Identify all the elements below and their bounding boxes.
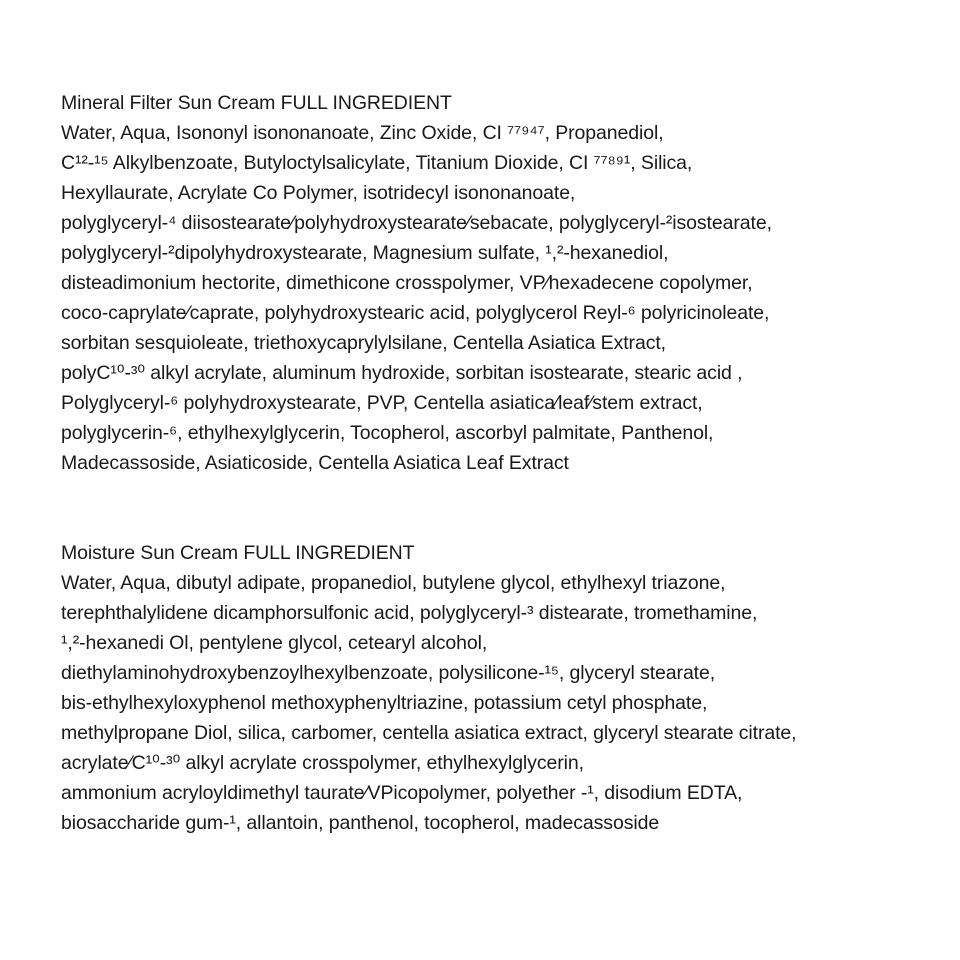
moisture-ingredients-section (61, 538, 941, 838)
mineral-ingredient-line: polyglyceryl-²dipolyhydroxystearate, Magnesium sulfate, ¹,²-hexanediol, (61, 242, 669, 264)
mineral-ingredient-line: Water, Aqua, Isononyl isononanoate, Zinc Oxide, CI ⁷⁷⁹⁴⁷, Propanediol, (61, 122, 664, 144)
mineral-ingredient-line: disteadimonium hectorite, dimethicone crosspolymer, VP⁄hexadecene copolymer, (61, 272, 753, 294)
moisture-ingredient-line: terephthalylidene dicamphorsulfonic acid, polyglyceryl-³ distearate, tromethamine, (61, 602, 758, 624)
mineral-ingredient-line: Hexyllaurate, Acrylate Co Polymer, isotridecyl isononanoate, (61, 182, 576, 204)
mineral-ingredient-line: polyC¹⁰-³⁰ alkyl acrylate, aluminum hydroxide, sorbitan isostearate, stearic acid , (61, 362, 743, 384)
mineral-ingredient-line: polyglyceryl-⁴ diisostearate⁄polyhydroxystearate⁄sebacate, polyglyceryl-²isostearate, (61, 212, 772, 234)
mineral-ingredient-line: C¹²-¹⁵ Alkylbenzoate, Butyloctylsalicylate, Titanium Dioxide, CI ⁷⁷⁸⁹¹, Silica, (61, 152, 693, 174)
mineral-section-title: Mineral Filter Sun Cream FULL INGREDIENT (61, 92, 452, 114)
moisture-ingredient-line: acrylate⁄C¹⁰-³⁰ alkyl acrylate crosspolymer, ethylhexylglycerin, (61, 752, 584, 774)
mineral-ingredient-line: Polyglyceryl-⁶ polyhydroxystearate, PVP, Centella asiatica⁄leaf⁄stem extract, (61, 392, 703, 414)
moisture-ingredient-line: Water, Aqua, dibutyl adipate, propanediol, butylene glycol, ethylhexyl triazone, (61, 572, 726, 594)
mineral-ingredient-line: polyglycerin-⁶, ethylhexylglycerin, Tocopherol, ascorbyl palmitate, Panthenol, (61, 422, 714, 444)
moisture-ingredient-line: ammonium acryloyldimethyl taurate⁄VPicopolymer, polyether -¹, disodium EDTA, (61, 782, 743, 804)
mineral-ingredient-line: coco-caprylate⁄caprate, polyhydroxystearic acid, polyglycerol Reyl-⁶ polyricinoleate, (61, 302, 770, 324)
moisture-ingredient-line: biosaccharide gum-¹, allantoin, panthenol, tocopherol, madecassoside (61, 812, 660, 834)
moisture-ingredient-line: bis-ethylhexyloxyphenol methoxyphenyltriazine, potassium cetyl phosphate, (61, 692, 708, 714)
moisture-ingredient-line: diethylaminohydroxybenzoylhexylbenzoate, polysilicone-¹⁵, glyceryl stearate, (61, 662, 716, 684)
moisture-section-title: Moisture Sun Cream FULL INGREDIENT (61, 542, 415, 564)
mineral-ingredients-section (61, 88, 941, 478)
mineral-ingredient-line: sorbitan sesquioleate, triethoxycaprylylsilane, Centella Asiatica Extract, (61, 332, 666, 354)
moisture-ingredient-line: ¹,²-hexanedi Ol, pentylene glycol, cetearyl alcohol, (61, 632, 488, 654)
mineral-ingredient-line: Madecassoside, Asiaticoside, Centella Asiatica Leaf Extract (61, 452, 569, 474)
moisture-ingredient-line: methylpropane Diol, silica, carbomer, centella asiatica extract, glyceryl stearate citrate, (61, 722, 797, 744)
